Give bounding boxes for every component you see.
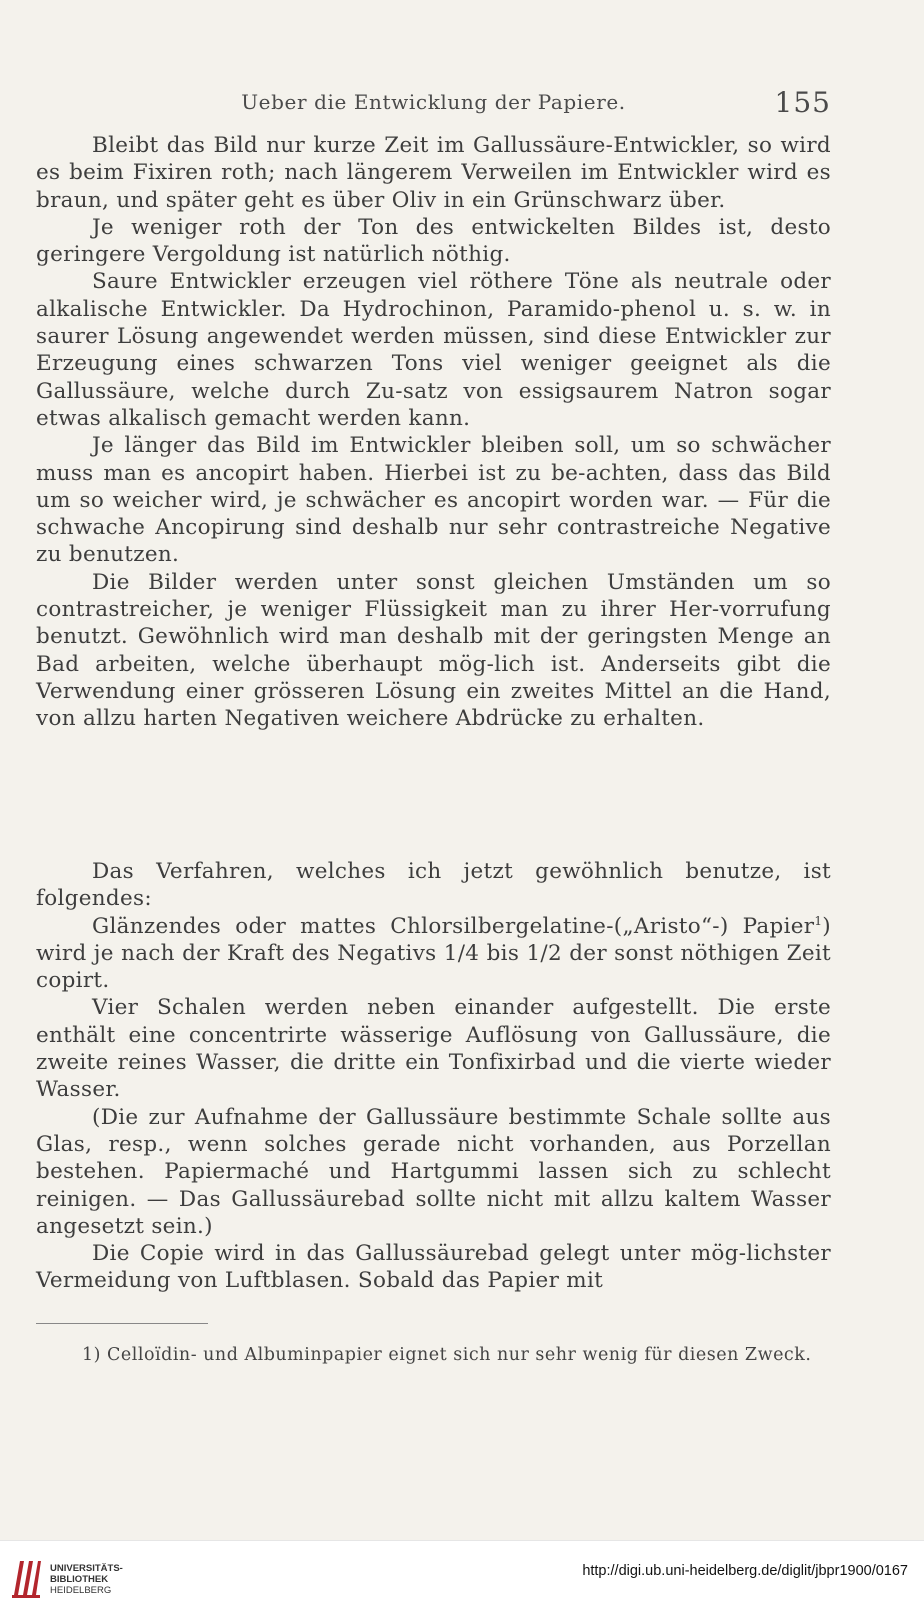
paragraph: Vier Schalen werden neben einander aufgestellt. Die erste enthält eine concentrirte wässerige Auflösung von Gallussäure, die zweite reines Wasser, die dritte ein Tonfixirbad und die vierte wieder Wasser.	[36, 995, 831, 1103]
paragraph: Je weniger roth der Ton des entwickelten Bildes ist, desto geringere Vergoldung ist natürlich nöthig.	[36, 214, 831, 268]
viewer-footer	[0, 1540, 924, 1609]
footnote-text: Celloïdin- und Albuminpapier eignet sich nur sehr wenig für diesen Zweck.	[107, 1345, 812, 1365]
text-span: Glänzendes oder mattes Chlorsilbergelatine-(„Aristo“-) Papier	[92, 913, 815, 939]
paragraph-intro: Das Verfahren, welches ich jetzt gewöhnlich benutze, ist folgendes:	[36, 859, 831, 912]
text-span: ) wird je nach der Kraft des Negativs	[36, 913, 831, 966]
main-text-block-2	[36, 858, 831, 1295]
footnote-reference: 1	[814, 913, 823, 928]
text-span: bis	[479, 940, 527, 966]
library-logo[interactable]	[10, 1553, 123, 1601]
footnote-marker: 1)	[82, 1345, 101, 1365]
fraction: 1/4	[443, 940, 480, 966]
running-head	[36, 86, 831, 120]
paragraph: (Die zur Aufnahme der Gallussäure bestimmte Schale sollte aus Glas, resp., wenn solches gerade nicht vorhanden, aus Porzellan bestehen. Papiermaché und Hartgummi lassen sich zu schlecht reinigen. — Das Gallussäurebad sollte nicht mit allzu kaltem Wasser angesetzt sein.)	[36, 1104, 831, 1239]
paragraph-paper	[36, 913, 831, 995]
source-url-link[interactable]: http://digi.ub.uni-heidelberg.de/diglit/jbpr1900/0167	[582, 1563, 908, 1579]
text-span: der sonst nöthigen Zeit copirt.	[36, 940, 831, 994]
footnote-divider	[36, 1323, 208, 1324]
logo-line-1: UNIVERSITÄTS-	[50, 1563, 123, 1574]
library-seal-icon	[10, 1555, 42, 1599]
footnote	[36, 1344, 831, 1366]
library-name	[50, 1563, 123, 1596]
fraction: 1/2	[526, 940, 562, 966]
running-title: Ueber die Entwicklung der Papiere.	[241, 90, 626, 114]
logo-line-2: BIBLIOTHEK	[50, 1574, 109, 1585]
page-number: 155	[774, 86, 831, 119]
main-text-block-1	[36, 132, 831, 733]
paragraph: Die Copie wird in das Gallussäurebad gelegt unter mög-lichster Vermeidung von Luftblasen. Sobald das Papier mit	[36, 1241, 831, 1294]
paragraph: Bleibt das Bild nur kurze Zeit im Gallussäure-Entwickler, so wird es beim Fixiren roth; nach längerem Verweilen im Entwickler wird es braun, und später geht es über Oliv in ein Grünschwarz über.	[36, 133, 831, 213]
paragraph: Je länger das Bild im Entwickler bleiben soll, um so schwächer muss man es ancopirt haben. Hierbei ist zu be-achten, dass das Bild um so weicher wird, je schwächer es ancopirt worden war. — Für die schwache Ancopirung sind deshalb nur sehr contrastreiche Negative zu benutzen.	[36, 433, 831, 568]
logo-line-3: HEIDELBERG	[50, 1585, 112, 1596]
paragraph: Die Bilder werden unter sonst gleichen Umständen um so contrastreicher, je weniger Flüssigkeit man zu ihrer Her-vorrufung benutzt. Gewöhnlich wird man deshalb mit der geringsten Menge an Bad arbeiten, welche überhaupt mög-lich ist. Anderseits gibt die Verwendung einer grösseren Lösung ein zweites Mittel an die Hand, von allzu harten Negativen weichere Abdrücke zu erhalten.	[36, 569, 831, 732]
paragraph: Saure Entwickler erzeugen viel röthere Töne als neutrale oder alkalische Entwickler. Da Hydrochinon, Paramido-phenol u. s. w. in saurer Lösung angewendet werden müssen, sind diese Entwickler zur Erzeugung eines schwarzen Tons viel weniger geeignet als die Gallussäure, welche durch Zu-satz von essigsaurem Natron sogar etwas alkalisch gemacht werden kann.	[36, 269, 831, 431]
